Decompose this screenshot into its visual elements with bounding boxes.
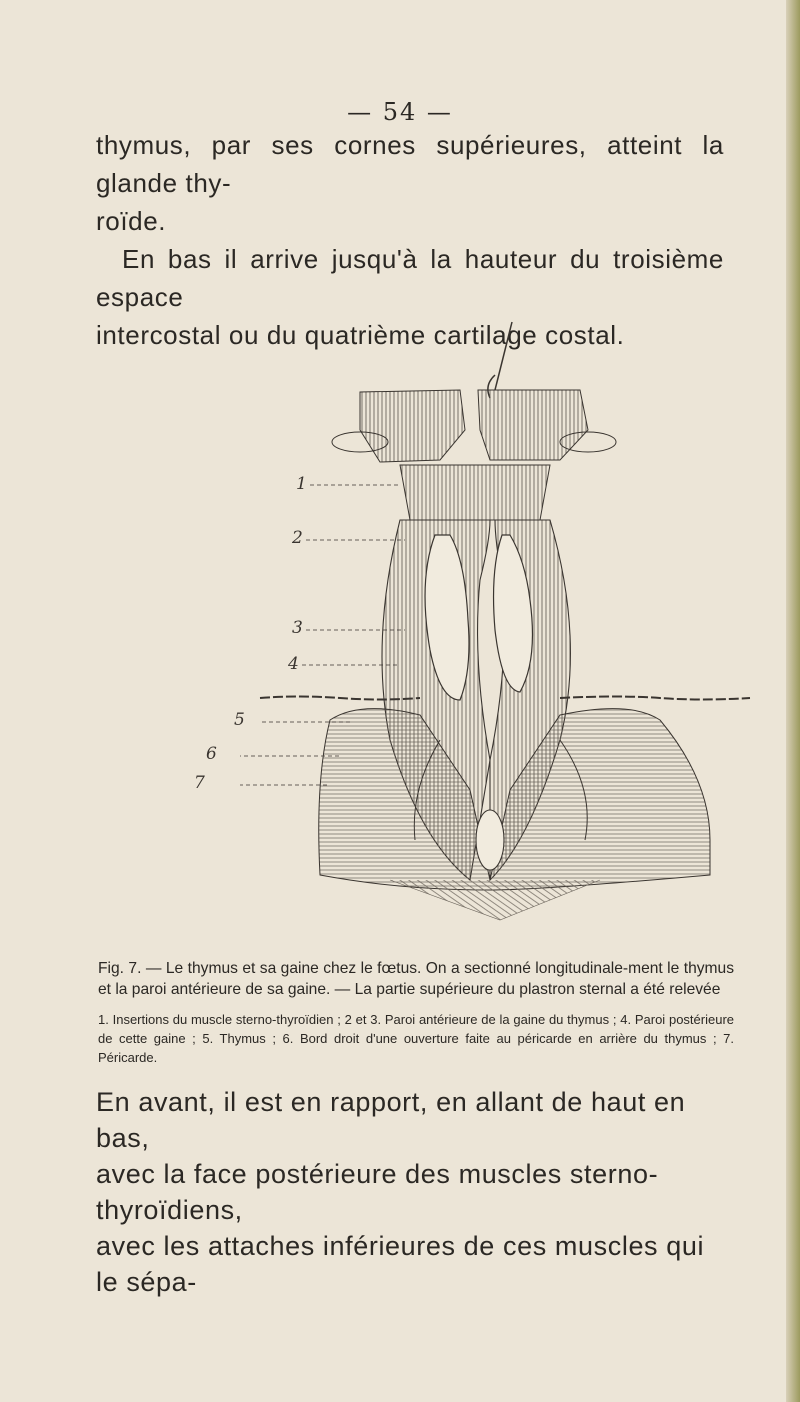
text-line: En bas il arrive jusqu'à la hauteur du troisième espace (96, 244, 724, 312)
figure-label-5: 5 (234, 710, 245, 730)
figure-label-7: 7 (194, 773, 205, 793)
text-line: avec les attaches inférieures de ces muscles qui le sépa- (96, 1231, 705, 1297)
text-line: roïde. (96, 206, 167, 236)
paragraph-bottom (96, 1084, 724, 1300)
text-line: avec la face postérieure des muscles sterno-thyroïdiens, (96, 1159, 659, 1225)
figure-label-3: 3 (292, 618, 303, 638)
anatomical-figure (194, 320, 800, 960)
figure-caption (98, 958, 734, 1067)
text-line: thymus, par ses cornes supérieures, atteint la glande thy- (96, 130, 724, 198)
page-number: — 54 — (347, 98, 453, 126)
upper-muscle (360, 390, 465, 462)
figure-label-1: 1 (296, 474, 307, 494)
thymus-illustration (240, 320, 800, 950)
figure-label-6: 6 (206, 744, 217, 764)
text-line: intercostal ou du quatrième cartilage costal. (96, 320, 625, 350)
caption-legend: 1. Insertions du muscle sterno-thyroïdien ; 2 et 3. Paroi antérieure de la gaine du thymus ; 4. Paroi postérieure de cette gaine ; 5. Thymus ; 6. Bord droit d'une ouverture faite au péricarde en arrière du thymus ; 7. Péricarde. (98, 1012, 734, 1065)
figure-label-4: 4 (288, 654, 299, 674)
caption-main: Fig. 7. — Le thymus et sa gaine chez le fœtus. On a sectionné longitudinale-ment le thymus et la paroi antérieure de sa gaine. — La partie supérieure du plastron sternal a été relevée (98, 960, 734, 998)
figure-label-2: 2 (292, 528, 303, 548)
hook-line (495, 322, 512, 390)
text-line: En avant, il est en rapport, en allant de haut en bas, (96, 1087, 686, 1153)
